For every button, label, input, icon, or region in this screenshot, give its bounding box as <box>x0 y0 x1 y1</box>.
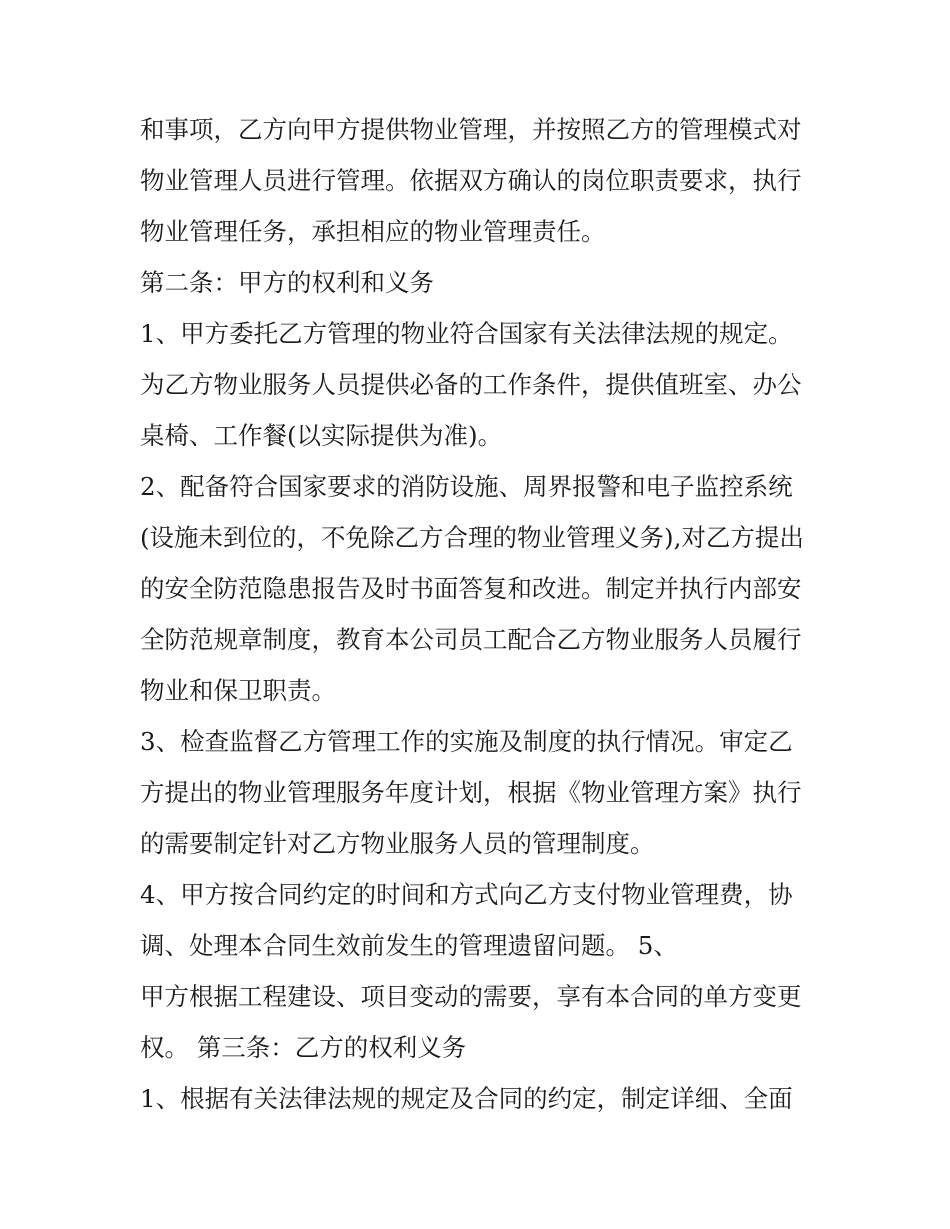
text-line: 甲方根据工程建设、项目变动的需要，享有本合同的单方变更 <box>140 982 802 1011</box>
text-line: 物业管理任务，承担相应的物业管理责任。 <box>140 217 606 246</box>
contract-body-text <box>140 104 820 1124</box>
text-line: 3、检查监督乙方管理工作的实施及制度的执行情况。审定乙 <box>140 727 793 756</box>
text-line: 1、根据有关法律法规的规定及合同的约定，制定详细、全面 <box>140 1084 793 1113</box>
text-line: 1、甲方委托乙方管理的物业符合国家有关法律法规的规定。 <box>140 319 793 348</box>
text-line: 物业和保卫职责。 <box>140 676 336 705</box>
text-line: 权。 第三条：乙方的权利义务 <box>140 1033 467 1062</box>
text-line: 的需要制定针对乙方物业服务人员的管理制度。 <box>140 829 655 858</box>
text-line: 为乙方物业服务人员提供必备的工作条件，提供值班室、办公 <box>140 370 802 399</box>
text-line: 方提出的物业管理服务年度计划，根据《物业管理方案》执行 <box>140 778 802 807</box>
text-line: 桌椅、工作餐(以实际提供为准)。 <box>140 421 503 450</box>
text-line: 调、处理本合同生效前发生的管理遗留问题。 5、 <box>140 931 678 960</box>
text-line: (设施未到位的，不免除乙方合理的物业管理义务),对乙方提出 <box>140 523 804 552</box>
text-line: 4、甲方按合同约定的时间和方式向乙方支付物业管理费，协 <box>140 880 793 909</box>
text-line: 2、配备符合国家要求的消防设施、周界报警和电子监控系统 <box>140 472 793 501</box>
text-line: 全防范规章制度，教育本公司员工配合乙方物业服务人员履行 <box>140 625 802 654</box>
text-line: 物业管理人员进行管理。依据双方确认的岗位职责要求，执行 <box>140 166 802 195</box>
text-line: 的安全防范隐患报告及时书面答复和改进。制定并执行内部安 <box>140 574 802 603</box>
section-heading-party-a-rights: 第二条：甲方的权利和义务 <box>140 268 434 297</box>
text-line: 和事项，乙方向甲方提供物业管理，并按照乙方的管理模式对 <box>140 115 802 144</box>
